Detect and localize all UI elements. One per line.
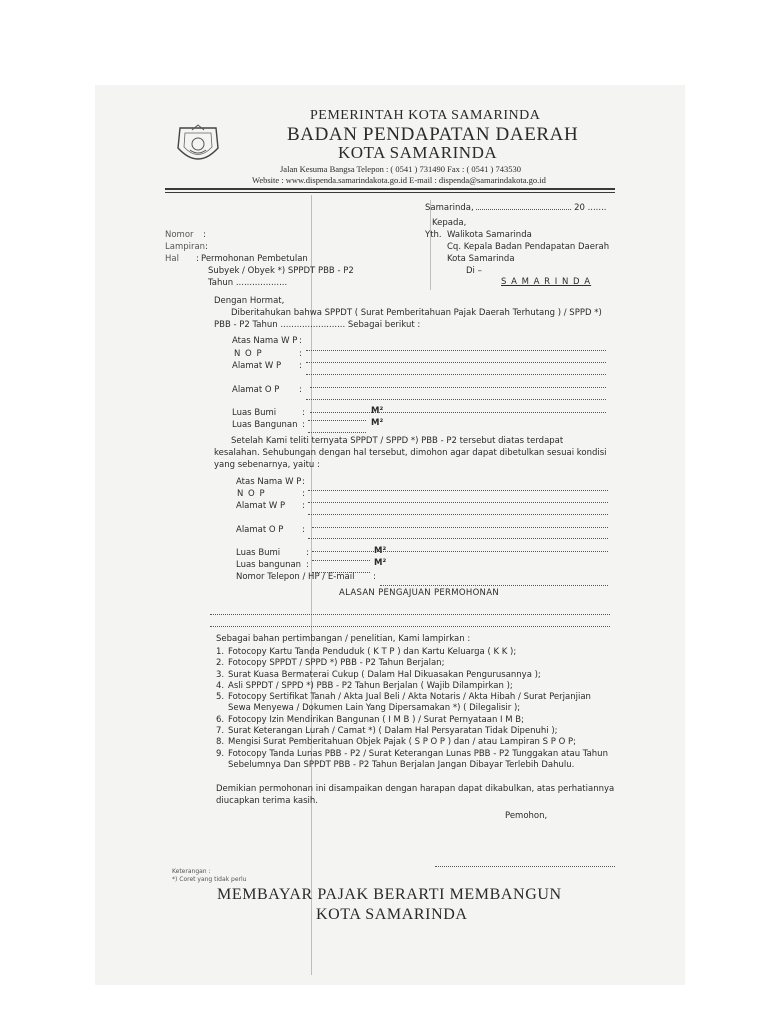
field1-luas-bangunan-label: Luas Bangunan: [232, 420, 298, 430]
samarinda-emblem-logo: [172, 120, 224, 172]
field2-luas-bumi-colon: :: [306, 548, 309, 558]
field1-luas-bumi-label: Luas Bumi: [232, 408, 277, 418]
nomor-label: Nomor: [165, 230, 194, 240]
field2-alamat-op-colon: :: [302, 525, 305, 535]
requirement-item: 1. Fotocopy Kartu Tanda Penduduk ( K T P ) dan Kartu Keluarga ( K K );: [216, 647, 517, 657]
motto-line2: KOTA SAMARINDA: [316, 906, 468, 923]
header-city-name: KOTA SAMARINDA: [338, 143, 498, 162]
field1-alamat-op-colon: :: [299, 385, 302, 395]
correction-line2: kesalahan. Sehubungan dengan hal tersebut, dimohon agar dapat dibetulkan sesuai kondisi: [214, 448, 607, 458]
fold-line-right: [430, 200, 431, 290]
field2-luas-bangunan-colon: :: [306, 560, 309, 570]
reason-title: ALASAN PENGAJUAN PERMOHONAN: [339, 588, 499, 598]
field2-atas-nama-label: Atas Nama W P: [236, 477, 302, 487]
recipient-line1: Walikota Samarinda: [447, 230, 532, 240]
field1-nop-label: N O P: [234, 349, 263, 359]
recipient-kepada: Kepada,: [432, 218, 467, 228]
requirement-item: 2. Fotocopy SPPDT / SPPD *) PBB - P2 Tahun Berjalan;: [216, 658, 445, 669]
hal-label: Hal: [165, 254, 179, 264]
correction-line3: yang sebenarnya, yaitu :: [214, 460, 320, 470]
field2-alamat-wp-colon: :: [302, 501, 305, 511]
field2-luas-bangunan-label: Luas bangunan: [236, 560, 302, 570]
letterhead-rule-thick: [165, 188, 615, 190]
field2-luas-bumi-unit: M²: [374, 546, 387, 556]
intro-line2: PBB - P2 Tahun ........................ Sebagai berikut :: [214, 320, 421, 330]
requirement-item: 3. Surat Kuasa Bermaterai Cukup ( Dalam Hal Dikuasakan Pengurusannya );: [216, 669, 541, 680]
field2-alamat-op-label: Alamat O P: [236, 525, 284, 535]
lampiran-label: Lampiran: [165, 242, 206, 252]
field1-luas-bumi-colon: :: [302, 408, 305, 418]
intro-line1: Diberitahukan bahwa SPPDT ( Surat Pemberitahuan Pajak Daerah Terhutang ) / SPPD *): [231, 308, 602, 318]
requirements-list: [216, 647, 608, 771]
field2-luas-bumi-label: Luas Bumi: [236, 548, 281, 558]
header-government-name: PEMERINTAH KOTA SAMARINDA: [310, 108, 541, 123]
hal-colon: :: [196, 254, 199, 264]
motto-line1: MEMBAYAR PAJAK BERARTI MEMBANGUN: [217, 886, 562, 903]
date-line: Samarinda, 20 .......: [425, 200, 607, 213]
hal-line3: Tahun ...................: [208, 278, 288, 288]
reason-line-2: [210, 612, 610, 631]
field1-alamat-wp-colon: :: [299, 361, 302, 371]
field1-luas-bumi-unit: M²: [371, 406, 384, 416]
lampiran-colon: :: [205, 242, 208, 252]
header-website: Website : www.dispenda.samarindakota.go.id E-mail : dispenda@samarindakota.go.id: [252, 175, 546, 185]
recipient-line3: Kota Samarinda: [447, 254, 515, 264]
closing-line2: diucapkan terima kasih.: [216, 796, 318, 806]
signer-label: Pemohon,: [505, 811, 548, 821]
recipient-city: S A M A R I N D A: [501, 277, 592, 287]
requirement-item-continued: Sebelumnya Dan SPPDT PBB - P2 Tahun Berjalan Jangan Dibayar Terlebih Dahulu.: [228, 759, 575, 770]
field1-nop-colon: :: [299, 349, 302, 359]
requirement-item: 8. Mengisi Surat Pemberitahuan Objek Pajak ( S P O P ) dan / atau Lampiran S P O P;: [216, 737, 576, 748]
hal-line1: Permohonan Pembetulan: [201, 254, 308, 264]
attachments-intro: Sebagai bahan pertimbangan / penelitian, Kami lampirkan :: [216, 634, 471, 644]
requirement-item: 9. Fotocopy Tanda Lunas PBB - P2 / Surat Keterangan Lunas PBB - P2 Tunggakan atau Tahun: [216, 748, 608, 759]
nomor-colon: :: [203, 230, 206, 240]
recipient-yth: Yth.: [425, 230, 442, 240]
field1-luas-bangunan-value: [308, 418, 366, 437]
hal-line2: Subyek / Obyek *) SPPDT PBB - P2: [208, 266, 354, 276]
field1-atas-nama-label: Atas Nama W P: [232, 336, 298, 346]
letterhead-rule-thin: [165, 192, 615, 193]
phone-email-label: Nomor Telepon / HP / E-mail: [236, 572, 355, 582]
requirement-item-continued: Sewa Menyewa / Dokumen Lain Yang Dipersamakan *) ( Dilegalisir );: [228, 703, 521, 714]
signature-line: [435, 852, 615, 871]
field2-nop-colon: :: [302, 489, 305, 499]
field2-luas-bangunan-unit: M²: [374, 558, 387, 568]
field1-alamat-op-label: Alamat O P: [232, 385, 280, 395]
footnote-text: *) Coret yang tidak perlu: [172, 876, 247, 883]
field2-alamat-wp-label: Alamat W P: [236, 501, 286, 511]
field1-atas-nama-colon: :: [299, 336, 302, 346]
closing-line1: Demikian permohonan ini disampaikan dengan harapan dapat dikabulkan, atas perhatiannya: [216, 784, 615, 794]
field2-atas-nama-colon: :: [302, 477, 305, 487]
requirement-item: 6. Fotocopy Izin Mendirikan Bangunan ( I M B ) / Surat Pernyataan I M B;: [216, 714, 524, 725]
requirement-item: 7. Surat Keterangan Lurah / Camat *) ( Dalam Hal Persyaratan Tidak Dipenuhi );: [216, 726, 558, 737]
requirement-item: 5. Fotocopy Sertifikat Tanah / Akta Jual Beli / Akta Notaris / Akta Hibah / Surat Perjanjian: [216, 692, 591, 703]
field1-luas-bangunan-unit: M²: [371, 418, 384, 428]
phone-email-colon: :: [373, 572, 376, 582]
recipient-di: Di –: [466, 266, 482, 276]
field2-nop-label: N O P: [237, 489, 266, 499]
correction-line1: Setelah Kami teliti ternyata SPPDT / SPPD *) PBB - P2 tersebut diatas terdapat: [231, 436, 564, 446]
header-address: Jalan Kesuma Bangsa Telepon : ( 0541 ) 731490 Fax : ( 0541 ) 743530: [280, 164, 521, 174]
field1-luas-bangunan-colon: :: [302, 420, 305, 430]
recipient-line2: Cq. Kepala Badan Pendapatan Daerah: [447, 242, 610, 252]
greeting: Dengan Hormat,: [214, 296, 285, 306]
requirement-item: 4. Asli SPPDT / SPPD *) PBB - P2 Tahun Berjalan ( Wajib Dilampirkan );: [216, 680, 513, 691]
footnote-title: Keterangan :: [172, 868, 211, 875]
header-agency-name: BADAN PENDAPATAN DAERAH: [287, 124, 579, 145]
field1-alamat-wp-label: Alamat W P: [232, 361, 282, 371]
